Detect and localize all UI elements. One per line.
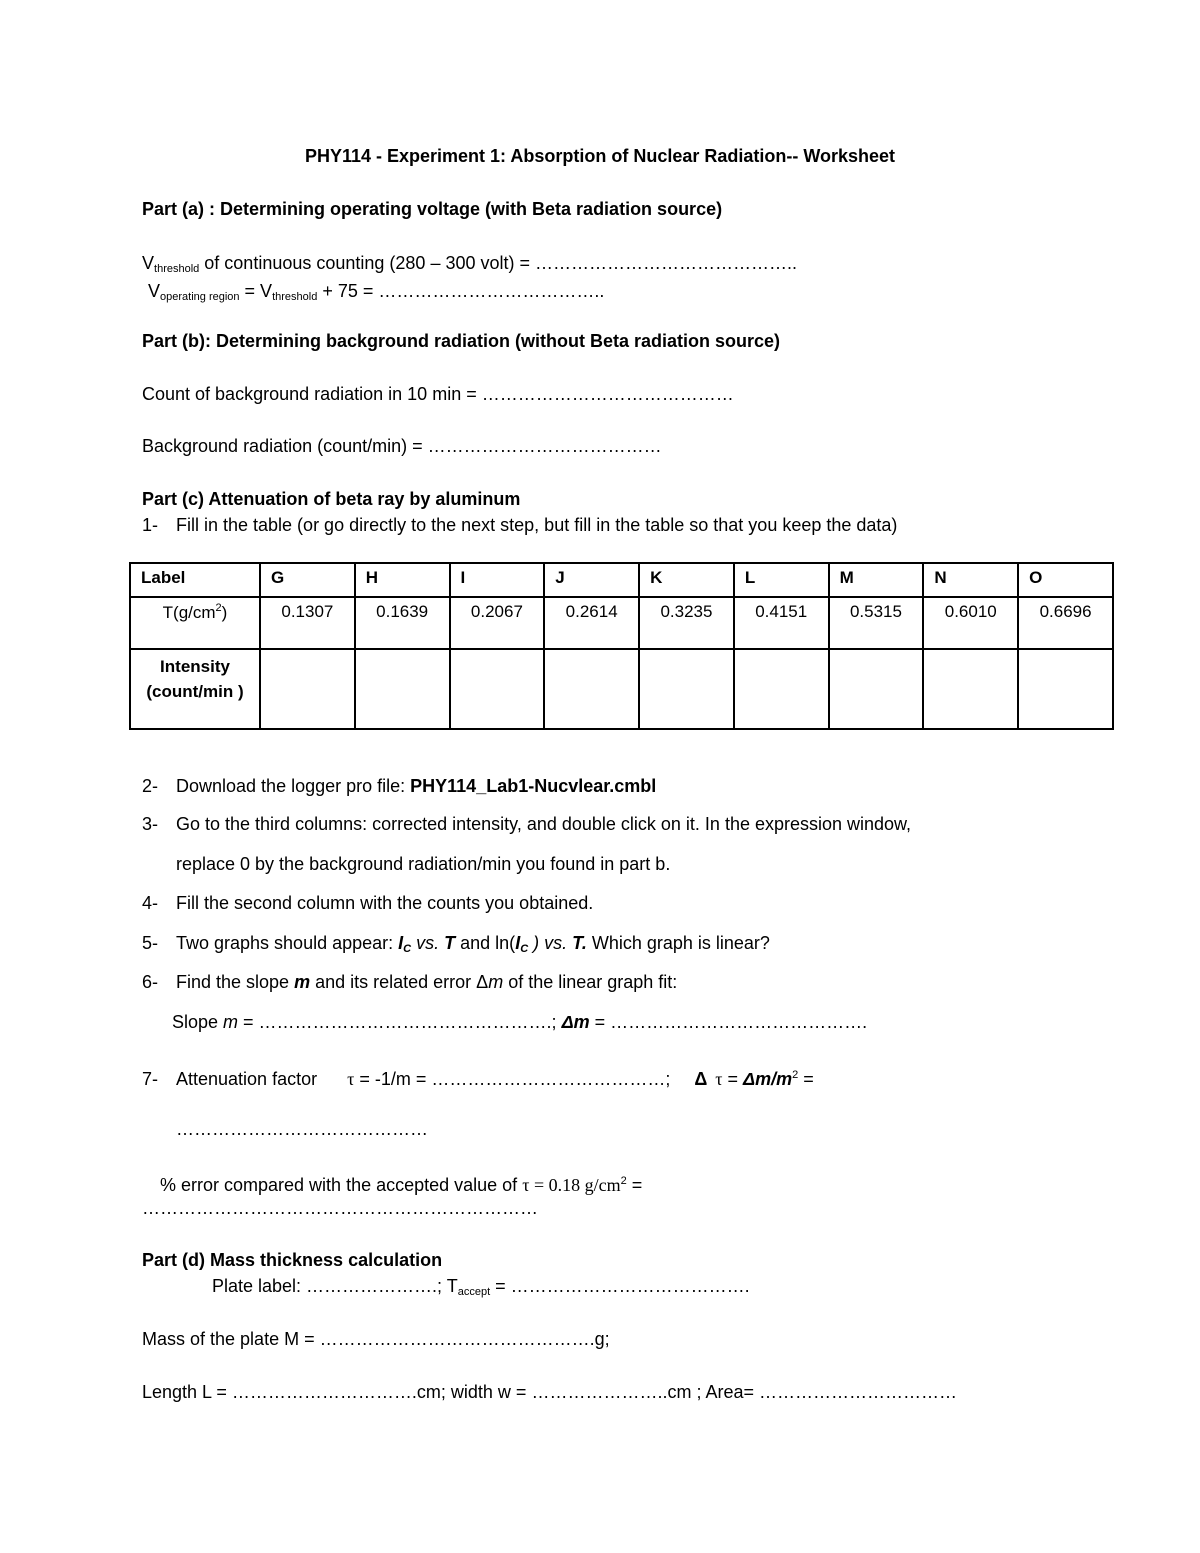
label-cell: J — [544, 563, 639, 597]
step-number: 1- — [142, 515, 159, 535]
plate-mass-line: Mass of the plate M = ……………………………………….g; — [142, 1329, 610, 1349]
intensity-input-cell[interactable] — [639, 649, 734, 729]
eq-text: = — [798, 1069, 814, 1089]
step-number: 5- — [142, 933, 159, 953]
slope-label: Slope — [172, 1012, 224, 1032]
m-symbol: m — [223, 1012, 239, 1032]
step-4 — [142, 892, 593, 914]
eq-text: = — [722, 1069, 744, 1089]
part-b-heading: Part (b): Determining background radiation (without Beta radiation source) — [142, 331, 781, 351]
error-text: % error compared with the accepted value of — [160, 1175, 523, 1195]
intensity-symbol: I — [515, 933, 521, 953]
vs-text: ) vs. — [528, 933, 573, 953]
plate-label-line — [212, 1275, 750, 1303]
eq-text: = — [626, 1175, 643, 1195]
intensity-input-cell[interactable] — [544, 649, 639, 729]
thickness-cell: 0.2067 — [450, 597, 545, 649]
and-text: and ln( — [455, 933, 516, 953]
thickness-cell: 0.1639 — [355, 597, 450, 649]
step-number: 2- — [142, 776, 159, 796]
intensity-input-cell[interactable] — [260, 649, 355, 729]
step-number: 4- — [142, 893, 159, 913]
question-text: Which graph is linear? — [586, 933, 770, 953]
page-title: PHY114 - Experiment 1: Absorption of Nuclear Radiation-- Worksheet — [304, 146, 896, 166]
squared-sup: 2 — [792, 1069, 799, 1081]
step-text: Fill the second column with the counts you obtained. — [176, 893, 594, 913]
step-7 — [142, 1064, 814, 1090]
operating-eq: = V — [239, 281, 273, 301]
intensity-input-cell[interactable] — [450, 649, 545, 729]
step-6 — [142, 971, 677, 993]
thickness-cell: 0.6696 — [1018, 597, 1113, 649]
step-3-continued: replace 0 by the background radiation/min you found in part b. — [176, 854, 671, 874]
tau-symbol: τ — [522, 1175, 530, 1195]
part-d-heading: Part (d) Mass thickness calculation — [142, 1250, 443, 1270]
accept-subscript: accept — [457, 1286, 491, 1298]
part-a-heading: Part (a) : Determining operating voltage (with Beta radiation source) — [142, 199, 723, 219]
slope-line — [172, 1011, 867, 1033]
accepted-value: = 0.18 g/cm — [529, 1175, 621, 1195]
threshold-subscript: threshold — [154, 263, 200, 275]
t-header-text: T(g/cm — [162, 603, 216, 622]
intensity-input-cell[interactable] — [355, 649, 450, 729]
table-row-intensity — [130, 649, 1113, 729]
step-1 — [142, 514, 897, 536]
intensity-symbol: I — [398, 933, 404, 953]
thickness-cell: 0.3235 — [639, 597, 734, 649]
operating-text: + 75 = ……………………………….. — [317, 281, 605, 301]
percent-error-blank: ………………………………………………………… — [142, 1198, 538, 1218]
threshold-text: of continuous counting (280 – 300 volt) = …………………………………….. — [199, 253, 798, 273]
background-rate-line: Background radiation (count/min) = ………………………………… — [142, 436, 662, 456]
vs-text: vs. — [411, 933, 445, 953]
t-header-sup: 2 — [215, 602, 222, 614]
label-cell: H — [355, 563, 450, 597]
delta-m-symbol: Δm/m — [743, 1069, 793, 1089]
delta-m-blank: = ……………………………………. — [589, 1012, 868, 1032]
table-row-thickness — [130, 597, 1113, 649]
step-number: 3- — [142, 814, 159, 834]
step-text: Find the slope — [176, 972, 295, 992]
v-symbol: V — [148, 281, 161, 301]
m-symbol: m — [488, 972, 504, 992]
step-text: Two graphs should appear: — [176, 933, 399, 953]
intensity-input-cell[interactable] — [734, 649, 829, 729]
t-symbol: T. — [572, 933, 587, 953]
label-cell: M — [829, 563, 924, 597]
percent-error-line — [160, 1170, 642, 1196]
step-text: Go to the third columns: corrected intensity, and double click on it. In the expression window, — [176, 814, 912, 834]
tau-blank: = -1/m = …………………………………; — [354, 1069, 671, 1089]
t-symbol: T — [444, 933, 456, 953]
intensity-input-cell[interactable] — [923, 649, 1018, 729]
tau-symbol: τ — [347, 1069, 355, 1089]
tau-symbol: τ — [715, 1069, 723, 1089]
corrected-subscript: C — [520, 943, 529, 955]
step-text: Fill in the table (or go directly to the next step, but fill in the table so that you keep the data) — [176, 515, 898, 535]
step-3 — [142, 813, 911, 835]
thickness-cell: 0.6010 — [923, 597, 1018, 649]
operating-subscript: operating region — [160, 291, 240, 303]
label-cell: N — [923, 563, 1018, 597]
delta-m-symbol: Δm — [561, 1012, 590, 1032]
step-text: of the linear graph fit: — [503, 972, 678, 992]
label-cell: O — [1018, 563, 1113, 597]
step-text: Download the logger pro file: — [176, 776, 411, 796]
step-number: 7- — [142, 1069, 159, 1089]
data-table — [129, 562, 1114, 730]
thickness-cell: 0.2614 — [544, 597, 639, 649]
plate-label-blank: = …………………………………. — [490, 1276, 750, 1296]
intensity-header: Intensity (count/min ) — [130, 649, 260, 729]
step-2 — [142, 775, 656, 797]
corrected-subscript: C — [403, 943, 412, 955]
label-cell: I — [450, 563, 545, 597]
logger-file-name: PHY114_Lab1-Nucvlear.cmbl — [410, 776, 657, 796]
step-5 — [142, 932, 770, 960]
label-cell: K — [639, 563, 734, 597]
thickness-cell: 0.1307 — [260, 597, 355, 649]
label-cell: L — [734, 563, 829, 597]
background-count-line: Count of background radiation in 10 min = …………………………………… — [142, 384, 734, 404]
intensity-input-cell[interactable] — [829, 649, 924, 729]
step-text: and its related error Δ — [310, 972, 489, 992]
v-symbol: V — [142, 253, 155, 273]
threshold-voltage-line — [142, 252, 797, 280]
delta-tau-blank: …………………………………… — [176, 1119, 428, 1139]
delta-symbol: Δ — [694, 1069, 708, 1089]
slope-blank: = ………………………………………….; — [238, 1012, 562, 1032]
label-header: Label — [130, 563, 260, 597]
thickness-cell: 0.5315 — [829, 597, 924, 649]
squared-sup: 2 — [620, 1175, 627, 1187]
thickness-cell: 0.4151 — [734, 597, 829, 649]
label-cell: G — [260, 563, 355, 597]
part-c-heading: Part (c) Attenuation of beta ray by aluminum — [142, 489, 521, 509]
plate-dimensions-line: Length L = ………………………….cm; width w = …………………..cm ; Area= …………………………… — [142, 1382, 957, 1402]
operating-voltage-line — [148, 280, 604, 308]
intensity-input-cell[interactable] — [1018, 649, 1113, 729]
m-symbol: m — [294, 972, 311, 992]
attenuation-label: Attenuation factor — [176, 1069, 318, 1089]
table-row-labels — [130, 563, 1113, 597]
thickness-header — [130, 597, 260, 649]
threshold-subscript: threshold — [272, 291, 318, 303]
plate-label-text: Plate label: ………………….; T — [212, 1276, 458, 1296]
step-number: 6- — [142, 972, 159, 992]
t-header-end: ) — [221, 603, 228, 622]
